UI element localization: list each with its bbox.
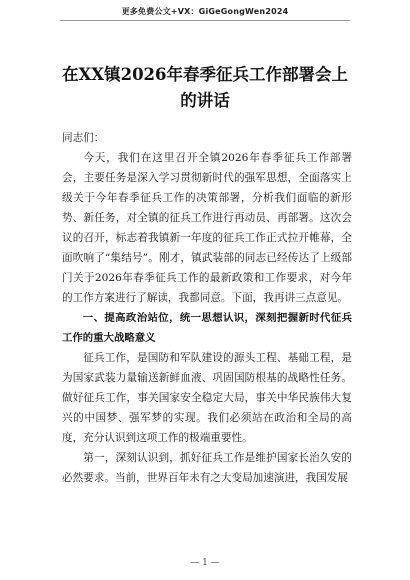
header-divider <box>60 20 350 21</box>
intro-paragraph: 今天，我们在这里召开全镇2026年春季征兵工作部署会，主要任务是深入学习贯彻新时代的强军思想，全面落实上级关于今年春季征兵工作的决策部署，分析我们面临的新形势、新任务，对全镇的征兵工作进行再动员、再部署。这次会议的召开，标志着我镇新一年度的征兵工作正式拉开帷幕，全面吹响了“集结号”。刚才，镇武装部的同志已经传达了上级部门关于2026年春季征兵工作的最新政策和工作要求，对今年的工作方案进行了解读，我都同意。下面，我再讲三点意见。 <box>62 152 352 304</box>
salutation: 同志们： <box>62 132 105 144</box>
header-note: 更多免费公文+VX：GiGeGongWen2024 <box>121 7 289 16</box>
body-paragraph: 第一，深刻认识到，抓好征兵工作是维护国家长治久安的必然要求。当前，世界百年未有之大变局加速演进，我国发展 <box>62 452 352 484</box>
document-title: 在XX镇2026年春季征兵工作部署会上的讲话 <box>61 65 349 110</box>
section-heading-1: 一、提高政治站位，统一思想认识，深刻把握新时代征兵工作的重大战略意义 <box>62 312 352 344</box>
page-number: — 1 — <box>190 558 220 568</box>
document-body <box>62 128 352 488</box>
body-paragraph: 征兵工作，是国防和军队建设的源头工程、基础工程，是为国家武装力量输送新鲜血液、巩固国防根基的战略性任务。做好征兵工作，事关国家安全稳定大局，事关中华民族伟大复兴的中国梦、强军梦的实现。我们必须站在政治和全局的高度，充分认识到这项工作的极端重要性。 <box>62 352 352 444</box>
